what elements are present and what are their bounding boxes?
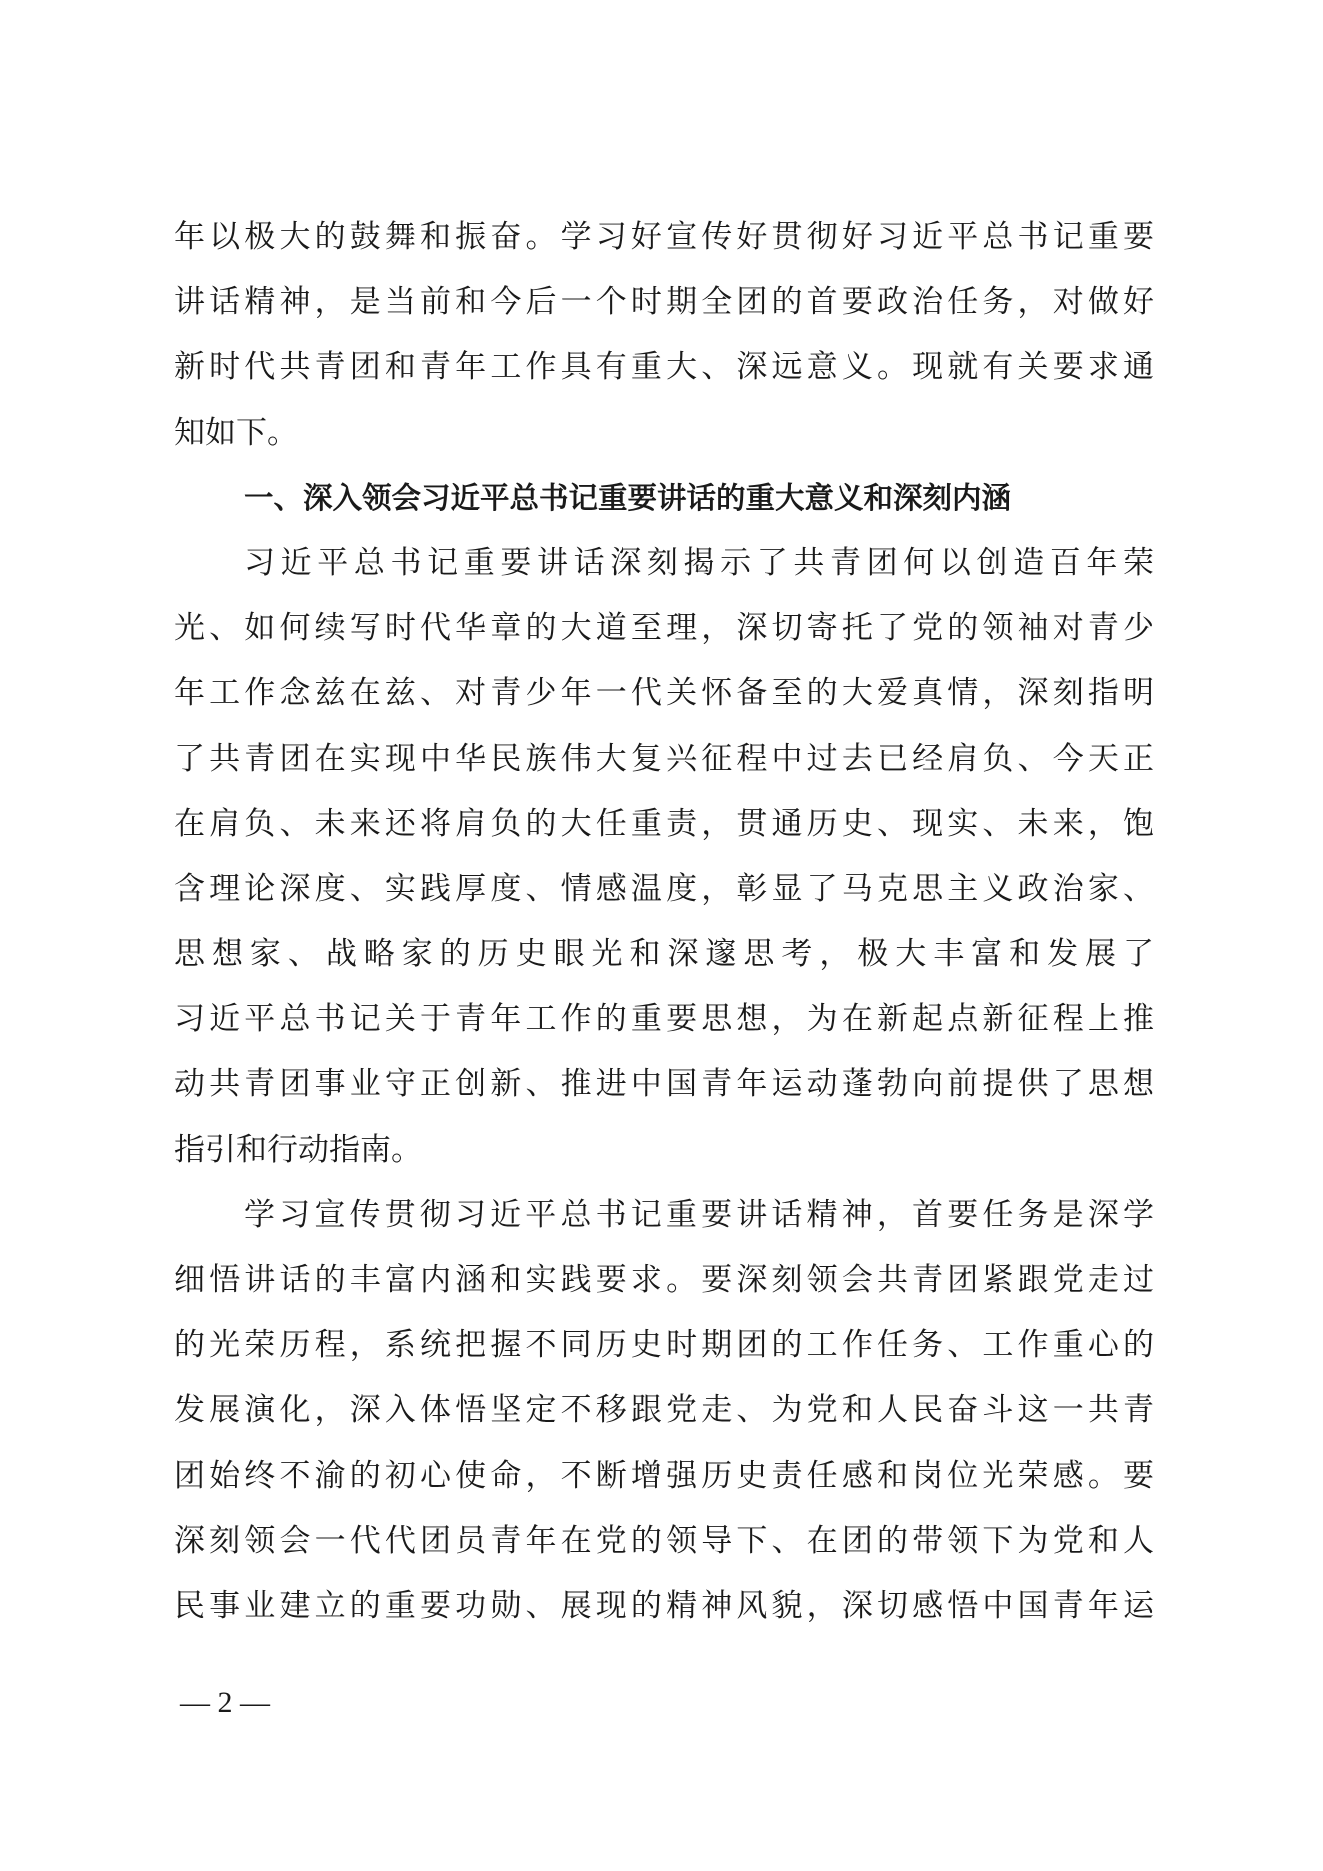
section-heading: 一、深入领会习近平总书记重要讲话的重大意义和深刻内涵 (244, 480, 1012, 515)
text-line: 深刻领会一代代团员青年在党的领导下、在团的带领下为党和人 (174, 1522, 1154, 1559)
text-line: 新时代共青团和青年工作具有重大、深远意义。现就有关要求通 (174, 349, 1154, 386)
text-line: 发展演化，深入体悟坚定不移跟党走、为党和人民奋斗这一共青 (174, 1392, 1154, 1429)
text-line: 年工作念兹在兹、对青少年一代关怀备至的大爱真情，深刻指明 (174, 675, 1154, 712)
text-line: 知如下。 (174, 414, 298, 451)
text-line: 讲话精神，是当前和今后一个时期全团的首要政治任务，对做好 (174, 284, 1154, 321)
text-line: 细悟讲话的丰富内涵和实践要求。要深刻领会共青团紧跟党走过 (174, 1262, 1154, 1298)
text-line: 在肩负、未来还将肩负的大任重责，贯通历史、现实、未来，饱 (174, 805, 1154, 842)
text-line: 了共青团在实现中华民族伟大复兴征程中过去已经肩负、今天正 (174, 740, 1154, 777)
paragraph-first-line: 学习宣传贯彻习近平总书记重要讲话精神，首要任务是深学 (244, 1196, 1154, 1233)
text-line: 光、如何续写时代华章的大道至理，深切寄托了党的领袖对青少 (174, 610, 1154, 647)
text-line: 的光荣历程，系统把握不同历史时期团的工作任务、工作重心的 (174, 1327, 1154, 1364)
text-line: 思想家、战略家的历史眼光和深邃思考，极大丰富和发展了 (174, 936, 1154, 973)
text-line: 习近平总书记关于青年工作的重要思想，为在新起点新征程上推 (174, 1001, 1154, 1038)
text-line: 民事业建立的重要功勋、展现的精神风貌，深切感悟中国青年运 (174, 1587, 1154, 1624)
page-number: — 2 — (180, 1686, 270, 1719)
text-line: 含理论深度、实践厚度、情感温度，彰显了马克思主义政治家、 (174, 870, 1154, 907)
paragraph-first-line: 习近平总书记重要讲话深刻揭示了共青团何以创造百年荣 (244, 544, 1154, 581)
text-line: 年以极大的鼓舞和振奋。学习好宣传好贯彻好习近平总书记重要 (174, 219, 1154, 255)
text-line: 团始终不渝的初心使命，不断增强历史责任感和岗位光荣感。要 (174, 1457, 1154, 1494)
text-line: 动共青团事业守正创新、推进中国青年运动蓬勃向前提供了思想 (174, 1066, 1154, 1103)
text-line: 指引和行动指南。 (174, 1131, 422, 1168)
body-text (174, 205, 1154, 1639)
